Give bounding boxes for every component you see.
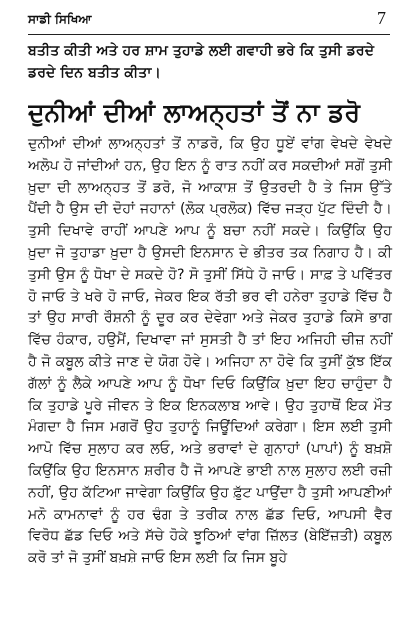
page-header — [28, 8, 390, 34]
running-title: ਸਾਡੀ ਸਿਖਿਆ — [28, 12, 92, 26]
section-heading: ਦੁਨੀਆਂ ਦੀਆਂ ਲਾਅਨ੍ਹਤਾਂ ਤੋਂ ਨਾ ਡਰੋ — [28, 98, 360, 127]
page-number: 7 — [377, 8, 386, 28]
body-paragraph: ਦੁਨੀਆਂ ਦੀਆਂ ਲਾਅਨ੍ਹਤਾਂ ਤੋਂ ਨਾਡਰੋ, ਕਿ ਉਹ ਧੂਏਂ ਵਾਂਗ ਵੇਖਦੇ ਵੇਖਦੇ ਅਲੋਪ ਹੋ ਜਾਂਦੀਆਂ ਹਨ, ਉਹ ਇਨ ਨੂੰ ਰਾਤ ਨਹੀਂ ਕਰ ਸਕਦੀਆਂ ਸਗੋਂ ਤੁਸੀ ਖ਼ੁਦਾ ਦੀ ਲਾਅਨ੍ਹਤ ਤੋਂ ਡਰੋ, ਜੋ ਆਕਾਸ਼ ਤੋਂ ਉਤਰਦੀ ਹੈ ਤੇ ਜਿਸ ਉੱਤੇ ਪੈਂਦੀ ਹੈ ਉਸ ਦੀ ਦੋਹਾਂ ਜਹਾਨਾਂ (ਲੋਕ ਪ੍ਰਲੋਕ) ਵਿੱਚ ਜੜ੍ਹ ਪੁੱਟ ਦਿੰਦੀ ਹੈ। ਤੁਸੀ ਦਿਖਾਵੇ ਰਾਹੀਂ ਆਪਣੇ ਆਪ ਨੂੰ ਬਚਾ ਨਹੀਂ ਸਕਦੇ। ਕਿਉਂਕਿ ਉਹ ਖ਼ੁਦਾ ਜੋ ਤੁਹਾਡਾ ਖ਼ੁਦਾ ਹੈ ਉਸਦੀ ਇਨਸਾਨ ਦੇ ਭੀਤਰ ਤਕ ਨਿਗਾਹ ਹੈ। ਕੀ ਤੁਸੀ ਉਸ ਨੂੰ ਧੋਖਾ ਦੇ ਸਕਦੇ ਹੋ? ਸੋ ਤੁਸੀਂ ਸਿੱਧੇ ਹੋ ਜਾਓ। ਸਾਫ਼ ਤੇ ਪਵਿੱਤਰ ਹੋ ਜਾਓ ਤੇ ਖਰੇ ਹੋ ਜਾਓ, ਜੇਕਰ ਇਕ ਰੱਤੀ ਭਰ ਵੀ ਹਨੇਰਾ ਤੁਹਾਡੇ ਵਿੱਚ ਹੈ ਤਾਂ ਉਹ ਸਾਰੀ ਰੌਸ਼ਨੀ ਨੂੰ ਦੂਰ ਕਰ ਦੇਵੇਗਾ ਅਤੇ ਜੇਕਰ ਤੁਹਾਡੇ ਕਿਸੇ ਭਾਗ ਵਿੱਚ ਹੰਕਾਰ, ਹਉਮੈਂ, ਦਿਖਾਵਾ ਜਾਂ ਸੁਸਤੀ ਹੈ ਤਾਂ ਇਹ ਅਜਿਹੀ ਚੀਜ਼ ਨਹੀਂ ਹੈ ਜੋ ਕਬੂਲ ਕੀਤੇ ਜਾਣ ਦੇ ਯੋਗ ਹੋਵੇ। ਅਜਿਹਾ ਨਾ ਹੋਵੇ ਕਿ ਤੁਸੀਂ ਕੁੱਝ ਇੱਕ ਗੱਲਾਂ ਨੂੰ ਲੈਕੇ ਆਪਣੇ ਆਪ ਨੂੰ ਧੋਖਾ ਦਿਓ ਕਿਉਂਕਿ ਖ਼ੁਦਾ ਇਹ ਚਾਹੁੰਦਾ ਹੈ ਕਿ ਤੁਹਾਡੇ ਪੂਰੇ ਜੀਵਨ ਤੇ ਇਕ ਇਨਕਲਾਬ ਆਵੇ। ਉਹ ਤੁਹਾਥੋਂ ਇਕ ਮੌਤ ਮੰਗਦਾ ਹੈ ਜਿਸ ਮਗਰੋਂ ਉਹ ਤੁਹਾਨੂੰ ਜਿਊਂਦਿਆਂ ਕਰੇਗਾ। ਇਸ ਲਈ ਤੁਸੀ ਆਪੋ ਵਿੱਚ ਸੁਲਾਹ ਕਰ ਲਓ, ਅਤੇ ਭਰਾਵਾਂ ਦੇ ਗੁਨਾਹਾਂ (ਪਾਪਾਂ) ਨੂੰ ਬਖ਼ਸ਼ੋ ਕਿਉਂਕਿ ਉਹ ਇਨਸਾਨ ਸ਼ਰੀਰ ਹੈ ਜੋ ਆਪਣੇ ਭਾਈ ਨਾਲ ਸੁਲਾਹ ਲਈ ਰਜ਼ੀ ਨਹੀਂ, ਉਹ ਕੱਟਿਆ ਜਾਵੇਗਾ ਕਿਉਂਕਿ ਉਹ ਫ਼ੁੱਟ ਪਾਉਂਦਾ ਹੈ ਤੁਸੀ ਆਪਣੀਆਂ ਮਨੋ ਕਾਮਨਾਵਾਂ ਨੂੰ ਹਰ ਢੰਗ ਤੇ ਤਰੀਕ ਨਾਲ ਛੱਡ ਦਿਓ, ਆਪਸੀ ਵੈਰ ਵਿਰੋਧ ਛੱਡ ਦਿਓ ਅਤੇ ਸੱਚੇ ਹੋਕੇ ਝੂਠਿਆਂ ਵਾਂਗ ਜ਼ਿੱਲਤ (ਬੇਇੱਜ਼ਤੀ) ਕਬੂਲ ਕਰੋ ਤਾਂ ਜੋ ਤੁਸੀਂ ਬਖ਼ਸ਼ੇ ਜਾਓ ਇਸ ਲਈ ਕਿ ਜਿਸ ਬੂਹੇ — [28, 136, 392, 567]
lead-paragraph: ਬਤੀਤ ਕੀਤੀ ਅਤੇ ਹਰ ਸ਼ਾਮ ਤੁਹਾਡੇ ਲਈ ਗਵਾਹੀ ਭਰੇ ਕਿ ਤੁਸੀ ਡਰਦੇ ਡਰਦੇ ਦਿਨ ਬਤੀਤ ਕੀਤਾ। — [28, 43, 375, 81]
header-rule — [28, 34, 390, 35]
